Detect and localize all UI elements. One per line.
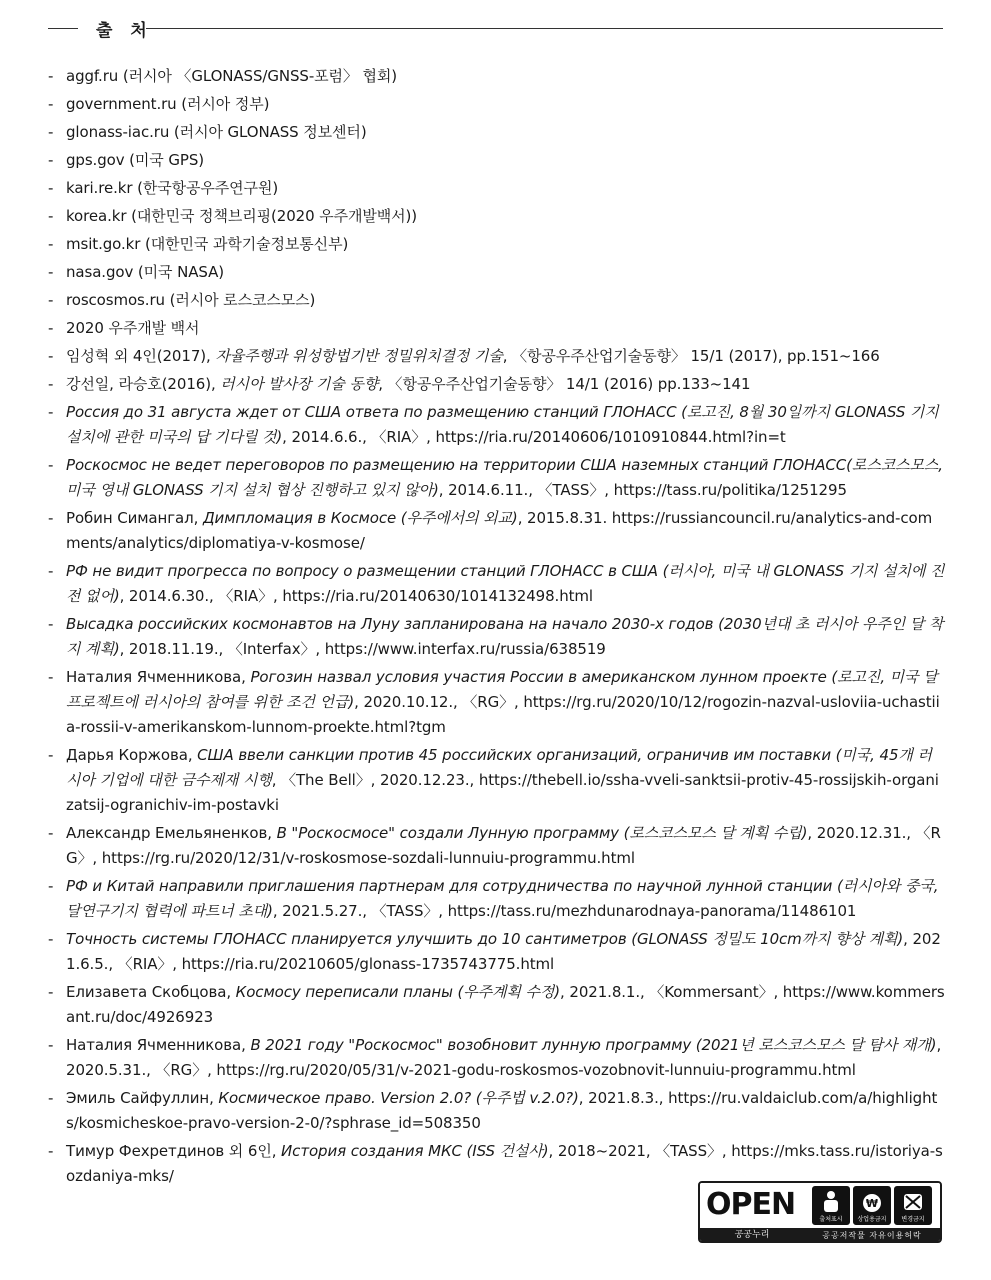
reference-item	[48, 1086, 945, 1136]
license-icons	[804, 1183, 940, 1228]
reference-item	[48, 1033, 945, 1083]
reference-item	[48, 927, 945, 977]
reference-title: 러시아 발사장 기술 동향	[220, 375, 379, 393]
reference-item	[48, 204, 945, 229]
list-dash: -	[48, 930, 54, 948]
list-dash: -	[48, 151, 54, 169]
reference-title: Димпломация в Космосе (우주에서의 외교)	[202, 509, 518, 527]
reference-item	[48, 665, 945, 740]
reference-text: roscosmos.ru (러시아 로스코스모스)	[66, 291, 316, 309]
attribution-label: 출처표시	[819, 1216, 843, 1223]
list-dash: -	[48, 347, 54, 365]
list-dash: -	[48, 291, 54, 309]
reference-item	[48, 453, 945, 503]
reference-item	[48, 559, 945, 609]
reference-text: Елизавета Скобцова,	[66, 983, 236, 1001]
reference-text: Дарья Коржова,	[66, 746, 198, 764]
reference-text: , 〈The Bell〉, 2020.12.23., https://thebell.io/ssha-vveli-sanktsii-protiv-45-rossijskih-organizatsij-ogranichiv-im-postavki	[66, 771, 939, 814]
reference-text: Наталия Ячменникова,	[66, 1036, 251, 1054]
kogl-license-badge	[698, 1181, 942, 1243]
reference-item	[48, 148, 945, 173]
list-dash: -	[48, 375, 54, 393]
header-rule-right	[146, 28, 943, 29]
reference-text: Эмиль Сайфуллин,	[66, 1089, 219, 1107]
reference-title: Рогозин назвал условия участия России в американском лунном проекте (로고진, 미국 달 프로젝트에 러시아의 참여를 위한 조건 언급)	[66, 668, 938, 711]
reference-text: , 2020.10.12., 〈RG〉, https://rg.ru/2020/10/12/rogozin-nazval-usloviia-uchastiia-rossii-v-amerikanskom-lunnom-proekte.html?tgm	[66, 693, 940, 736]
reference-text: , 2014.6.6., 〈RIA〉, https://ria.ru/20140606/1010910844.html?in=t	[282, 428, 786, 446]
reference-list	[48, 64, 945, 1192]
list-dash: -	[48, 1089, 54, 1107]
reference-text: kari.re.kr (한국항공우주연구원)	[66, 179, 279, 197]
svg-text:₩: ₩	[865, 1197, 879, 1210]
open-logo	[700, 1183, 804, 1228]
reference-title: В "Роскосмосе" создали Лунную программу (로스코스모스 달 계획 수립)	[276, 824, 808, 842]
reference-text: gps.gov (미국 GPS)	[66, 151, 205, 169]
list-dash: -	[48, 207, 54, 225]
open-logo-text: OPEN	[706, 1187, 796, 1222]
open-logo-caption: 공공누리	[700, 1228, 804, 1243]
header-rule-left	[48, 28, 78, 29]
reference-text: government.ru (러시아 정부)	[66, 95, 270, 113]
reference-item	[48, 400, 945, 450]
reference-text: , 2021.8.3., https://ru.valdaiclub.com/a/highlights/kosmicheskoe-pravo-version-2-0/?sphrase_id=508350	[66, 1089, 938, 1132]
reference-item	[48, 176, 945, 201]
reference-item	[48, 506, 945, 556]
reference-text: , 2015.8.31. https://russiancouncil.ru/analytics-and-comments/analytics/diplomatiya-v-kosmose/	[66, 509, 933, 552]
reference-item	[48, 92, 945, 117]
reference-text: , 2020.5.31., 〈RG〉, https://rg.ru/2020/05/31/v-2021-godu-roskosmos-vozobnovit-lunnuiu-programmu.html	[66, 1036, 942, 1079]
reference-text: , 2021.6.5., 〈RIA〉, https://ria.ru/20210605/glonass-1735743775.html	[66, 930, 941, 973]
reference-item	[48, 316, 945, 341]
reference-text: , 2018~2021, 〈TASS〉, https://mks.tass.ru/istoriya-sozdaniya-mks/	[66, 1142, 943, 1185]
list-dash: -	[48, 319, 54, 337]
reference-item	[48, 232, 945, 257]
reference-title: РФ и Китай направили приглашения партнерам для сотрудничества по научной лунной станции (러시아와 중국, 달연구기지 협력에 파트너 초대)	[66, 877, 939, 920]
list-dash: -	[48, 403, 54, 421]
reference-title: Космическое право. Version 2.0? (우주법 v.2.0?)	[218, 1089, 579, 1107]
list-dash: -	[48, 179, 54, 197]
noncommercial-label: 상업용금지	[857, 1216, 887, 1223]
reference-item	[48, 612, 945, 662]
reference-text: , 2014.6.30., 〈RIA〉, https://ria.ru/20140630/1014132498.html	[119, 587, 593, 605]
list-dash: -	[48, 95, 54, 113]
reference-text: Тимур Фехретдинов 외 6인,	[66, 1142, 282, 1160]
section-header	[0, 12, 991, 46]
reference-item	[48, 288, 945, 313]
license-caption: 공공저작물 자유이용허락	[804, 1228, 940, 1243]
reference-title: История создания МКС (ISS 건설사)	[281, 1142, 549, 1160]
reference-text: glonass-iac.ru (러시아 GLONASS 정보센터)	[66, 123, 367, 141]
reference-text: , 2021.8.1., 〈Kommersant〉, https://www.kommersant.ru/doc/4926923	[66, 983, 945, 1026]
reference-item	[48, 821, 945, 871]
reference-title: Высадка российских космонавтов на Луну запланирована на начало 2030-х годов (2030년대 초 러시아 우주인 달 착지 계획)	[66, 615, 944, 658]
reference-title: Точность системы ГЛОНАСС планируется улучшить до 10 сантиметров (GLONASS 정밀도 10cm까지 향상 계획)	[66, 930, 904, 948]
reference-text: 2020 우주개발 백서	[66, 319, 200, 337]
list-dash: -	[48, 983, 54, 1001]
reference-text: , 2021.5.27., 〈TASS〉, https://tass.ru/mezhdunarodnaya-panorama/11486101	[272, 902, 857, 920]
reference-title: Россия до 31 августа ждет от США ответа по размещению станций ГЛОНАСС (로고진, 8월 30일까지 GLONASS 기지 설치에 관한 미국의 답 기다릴 것)	[66, 403, 939, 446]
reference-title: Космосу переписали планы (우주계획 수정)	[235, 983, 561, 1001]
list-dash: -	[48, 877, 54, 895]
list-dash: -	[48, 456, 54, 474]
no-derivatives-icon	[894, 1186, 932, 1225]
reference-text: , 2020.12.31., 〈RG〉, https://rg.ru/2020/12/31/v-roskosmose-sozdali-lunnuiu-programmu.html	[66, 824, 941, 867]
list-dash: -	[48, 615, 54, 633]
reference-text: , 〈항공우주산업기술동향〉 14/1 (2016) pp.133~141	[378, 375, 751, 393]
reference-title: США ввели санкции против 45 российских организаций, ограничив им поставки (미국, 45개 러시아 기업에 대한 금수제재 시행	[66, 746, 932, 789]
reference-text: Александр Емельяненков,	[66, 824, 277, 842]
reference-item	[48, 260, 945, 285]
list-dash: -	[48, 67, 54, 85]
reference-text: 임성혁 외 4인(2017),	[66, 347, 216, 365]
list-dash: -	[48, 263, 54, 281]
list-dash: -	[48, 562, 54, 580]
reference-text: aggf.ru (러시아 〈GLONASS/GNSS-포럼〉 협회)	[66, 67, 398, 85]
list-dash: -	[48, 509, 54, 527]
reference-item	[48, 64, 945, 89]
reference-title: 자율주행과 위성항법기반 정밀위치결정 기술	[215, 347, 503, 365]
reference-item	[48, 120, 945, 145]
attribution-icon	[812, 1186, 850, 1225]
reference-item	[48, 980, 945, 1030]
section-title: 출 처	[96, 21, 153, 41]
list-dash: -	[48, 235, 54, 253]
list-dash: -	[48, 1036, 54, 1054]
list-dash: -	[48, 123, 54, 141]
reference-text: nasa.gov (미국 NASA)	[66, 263, 225, 281]
list-dash: -	[48, 746, 54, 764]
reference-title: РФ не видит прогресса по вопросу о размещении станций ГЛОНАСС в США (러시아, 미국 내 GLONASS 기지 설치에 진전 없어)	[66, 562, 945, 605]
reference-title: В 2021 году "Роскосмос" возобновит лунную программу (2021년 로스코스모스 달 탐사 재개)	[250, 1036, 937, 1054]
reference-item	[48, 372, 945, 397]
reference-text: Наталия Ячменникова,	[66, 668, 251, 686]
noncommercial-icon	[853, 1186, 891, 1225]
reference-title: Роскосмос не ведет переговоров по размещению на территории США наземных станций ГЛОНАСС(로스코스모스, 미국 영내 GLONASS 기지 설치 협상 진행하고 있지 않아)	[66, 456, 943, 499]
no-derivatives-label: 변경금지	[901, 1216, 925, 1223]
reference-text: 강선일, 라승호(2016),	[66, 375, 221, 393]
reference-text: korea.kr (대한민국 정책브리핑(2020 우주개발백서))	[66, 207, 418, 225]
reference-item	[48, 874, 945, 924]
reference-item	[48, 743, 945, 818]
reference-text: , 2018.11.19., 〈Interfax〉, https://www.interfax.ru/russia/638519	[119, 640, 606, 658]
reference-text: Робин Симангал,	[66, 509, 203, 527]
reference-item	[48, 344, 945, 369]
list-dash: -	[48, 1142, 54, 1160]
reference-text: msit.go.kr (대한민국 과학기술정보통신부)	[66, 235, 349, 253]
reference-text: , 〈항공우주산업기술동향〉 15/1 (2017), pp.151~166	[502, 347, 880, 365]
list-dash: -	[48, 824, 54, 842]
reference-text: , 2014.6.11., 〈TASS〉, https://tass.ru/politika/1251295	[438, 481, 847, 499]
list-dash: -	[48, 668, 54, 686]
